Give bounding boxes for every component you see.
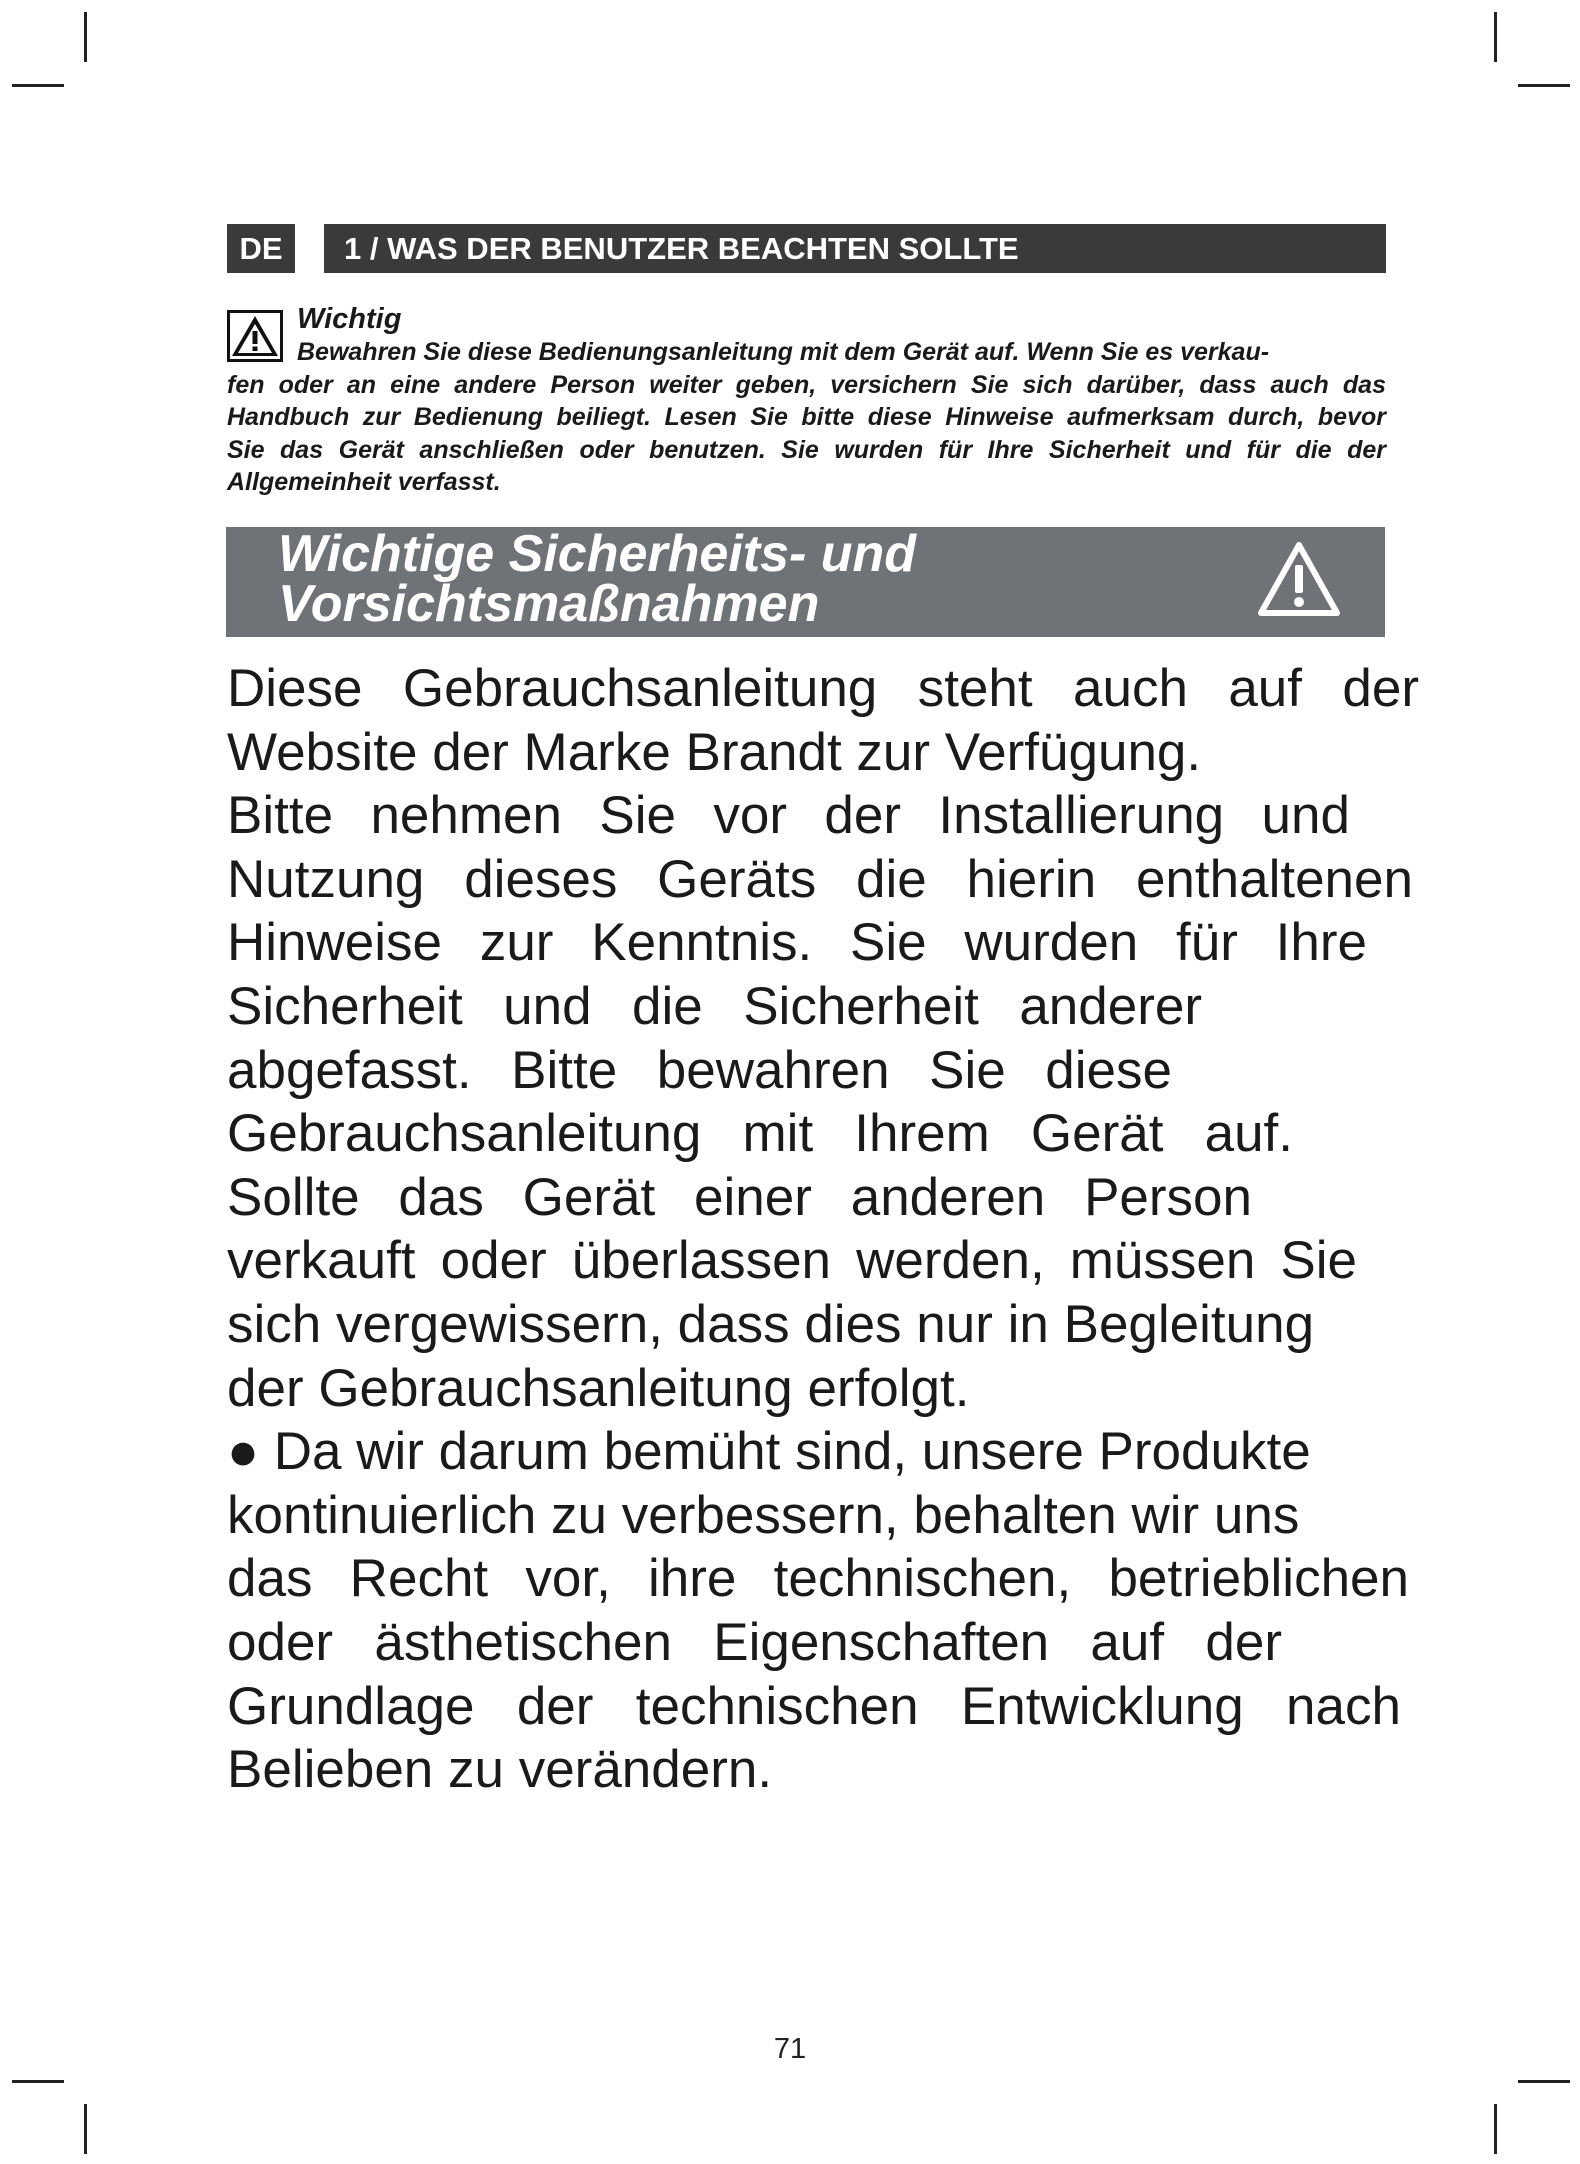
- section-header: [227, 224, 1386, 273]
- body-line: Hinweise zur Kenntnis. Sie wurden für Ihre: [227, 913, 1367, 973]
- body-line: Diese Gebrauchsanleitung steht auch auf der: [227, 659, 1419, 718]
- body-line: sich vergewissern, dass dies nur in Begleitung: [227, 1294, 1315, 1354]
- body-line: Bitte nehmen Sie vor der Installierung und: [227, 786, 1350, 846]
- crop-mark: [1518, 84, 1570, 87]
- body-line: verkauft oder überlassen werden, müssen Sie: [227, 1231, 1357, 1291]
- note-line: Bewahren Sie diese Bedienungsanleitung mit dem Gerät auf. Wenn Sie es verkau-: [297, 338, 1270, 366]
- note-title: Wichtig: [297, 303, 402, 335]
- body-line: Sicherheit und die Sicherheit anderer: [227, 976, 1202, 1036]
- body-line: Website der Marke Brandt zur Verfügung.: [227, 722, 1202, 782]
- note-line: Allgemeinheit verfasst.: [227, 468, 501, 496]
- crop-mark: [12, 84, 64, 87]
- note-body: [227, 336, 1386, 499]
- body-line: Gebrauchsanleitung mit Ihrem Gerät auf.: [227, 1104, 1293, 1164]
- crop-mark: [12, 2080, 64, 2083]
- note-line: fen oder an eine andere Person weiter geben, versichern Sie sich darüber, dass auch das: [227, 370, 1386, 399]
- body-line: ● Da wir darum bemüht sind, unsere Produkte: [227, 1422, 1311, 1482]
- body-line: Grundlage der technischen Entwicklung nach: [227, 1676, 1401, 1736]
- banner-title: [278, 525, 917, 633]
- body-line: kontinuierlich zu verbessern, behalten wir uns: [227, 1485, 1300, 1545]
- body-line: oder ästhetischen Eigenschaften auf der: [227, 1612, 1282, 1672]
- warning-triangle-icon: [1257, 541, 1341, 617]
- body-line: Belieben zu verändern.: [227, 1740, 773, 1800]
- note-line: Handbuch zur Bedienung beiliegt. Lesen Sie bitte diese Hinweise aufmerksam durch, bevor: [227, 403, 1386, 431]
- crop-mark: [1518, 2080, 1570, 2083]
- section-title: 1 / WAS DER BENUTZER BEACHTEN SOLLTE: [324, 224, 1386, 273]
- body-line: abgefasst. Bitte bewahren Sie diese: [227, 1040, 1172, 1100]
- body-line: Nutzung dieses Geräts die hierin enthaltenen: [227, 849, 1413, 909]
- note-line: Sie das Gerät anschließen oder benutzen. Sie wurden für Ihre Sicherheit und für die der: [227, 435, 1386, 464]
- crop-mark: [84, 12, 87, 62]
- body-line: der Gebrauchsanleitung erfolgt.: [227, 1358, 970, 1418]
- crop-mark: [84, 2104, 87, 2154]
- crop-mark: [1494, 2104, 1497, 2154]
- body-line: Sollte das Gerät einer anderen Person: [227, 1167, 1252, 1227]
- banner-title-line: Wichtige Sicherheits- und: [278, 525, 917, 583]
- banner-title-line: Vorsichtsmaßnahmen: [278, 575, 820, 633]
- crop-mark: [1494, 12, 1497, 62]
- page-number: 71: [773, 2033, 807, 2065]
- language-badge: DE: [227, 224, 295, 273]
- main-body-text: [227, 657, 1419, 1802]
- body-line: das Recht vor, ihre technischen, betrieblichen: [227, 1549, 1409, 1609]
- safety-banner: [226, 527, 1385, 637]
